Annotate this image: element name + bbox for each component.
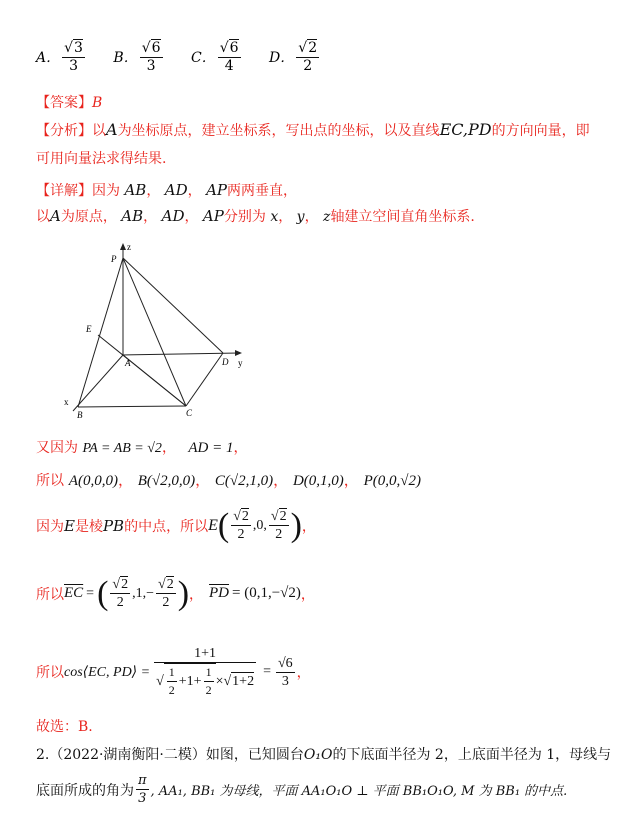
label-A: A xyxy=(125,358,131,368)
options-row xyxy=(36,40,321,75)
step-4: 所以 $\overline{EC}$ = ( $\frac{√2}{2}$ ,1,− $\frac{√2}{2}$ ) ， $\overline{PD}$ = (0,1,−√2) ， xyxy=(36,574,315,612)
label-P: P xyxy=(111,254,117,264)
coord-A: A(0,0,0) xyxy=(68,473,118,489)
x-axis xyxy=(73,355,123,411)
coord-D: D(0,1,0) xyxy=(292,473,344,489)
vector-PD: $\overline{PD}$ = (0,1,−√2) xyxy=(209,585,301,601)
edge-PD xyxy=(123,258,223,353)
detail-line-1: 【详解】因为 AB， AD， AP两两垂直， xyxy=(36,181,298,199)
analysis-line-1: 【分析】以A为坐标原点，建立坐标系，写出点的坐标，以及直线EC,PD的方向向量，即 xyxy=(36,120,590,139)
cosine-formula: cos⟨EC, PD⟩ = 1+1 √ $\frac{1}{2}$ +1+ $\frac{1}{2}$ ×√ 1+2 = $\frac{√6}{3}$ xyxy=(64,646,293,697)
question-2-line-1: 2.（2022·湖南衡阳·二模）如图，已知圆台O₁O的下底面半径为 2，上底面半径为 1，母线与 xyxy=(36,747,612,763)
step-1: 又因为 PA = AB = √2， AD = 1， xyxy=(36,440,248,456)
label-z: z xyxy=(127,242,131,252)
label-D: D xyxy=(222,357,229,367)
edge-BC xyxy=(78,406,186,407)
edge-EC xyxy=(98,335,186,406)
question-2-line-2: 底面所成的角为 $\frac{\pi}{3}$ , AA₁, BB₁ 为母线，平面 AA₁O₁O ⊥ 平面 BB₁O₁O, M 为 BB₁ 的中点. xyxy=(36,773,568,806)
coord-P: P(0,0,√2) xyxy=(363,473,421,489)
coord-B: B(√2,0,0) xyxy=(137,473,196,489)
option-b[interactable]: B． $\frac{√6}{3}$ xyxy=(113,40,161,74)
geometry-figure xyxy=(56,240,256,420)
label-x: x xyxy=(64,397,69,407)
point-E: E ( $\frac{√2}{2}$ ,0, $\frac{√2}{2}$ ) xyxy=(208,506,302,544)
edge-PC xyxy=(123,258,186,406)
coord-C: C(√2,1,0) xyxy=(214,473,274,489)
answer-value: B xyxy=(92,95,103,111)
option-c[interactable]: C． $\frac{√6}{4}$ xyxy=(191,40,239,74)
vector-EC: $\overline{EC}$ = ( $\frac{√2}{2}$ ,1,− $\frac{√2}{2}$ ) xyxy=(64,574,190,612)
step-2: 所以 A(0,0,0)， B(√2,0,0)， C(√2,1,0)， D(0,1,0)， P(0,0,√2) xyxy=(36,471,421,489)
step-5: 所以 cos⟨EC, PD⟩ = 1+1 √ $\frac{1}{2}$ +1+ $\frac{1}{2}$ ×√ 1+2 = $\frac{√6}{3}$ ， xyxy=(36,646,311,697)
edge-PB xyxy=(78,258,123,407)
y-axis-arrow xyxy=(235,350,242,356)
z-axis-arrow xyxy=(120,243,126,250)
label-C: C xyxy=(186,408,193,418)
option-d[interactable]: D． $\frac{√2}{2}$ xyxy=(269,40,318,74)
step-3: 因为 E 是棱 PB 的中点，所以 E ( $\frac{√2}{2}$ ,0, $\frac{√2}{2}$ ) ， xyxy=(36,506,316,544)
detail-line-2: 以A为原点， AB， AD， AP分别为 x， y， z轴建立空间直角坐标系. xyxy=(36,207,475,225)
analysis-line-2: 可用向量法求得结果. xyxy=(36,151,167,167)
option-a[interactable]: A． $\frac{√3}{3}$ xyxy=(36,40,83,74)
label-B: B xyxy=(77,410,83,420)
answer-tag: 【答案】 xyxy=(36,95,92,111)
edge-CD xyxy=(186,353,223,406)
final-choice: 故选：B. xyxy=(36,719,93,735)
label-y: y xyxy=(238,358,243,368)
label-E: E xyxy=(86,324,92,334)
answer-line xyxy=(36,94,102,112)
